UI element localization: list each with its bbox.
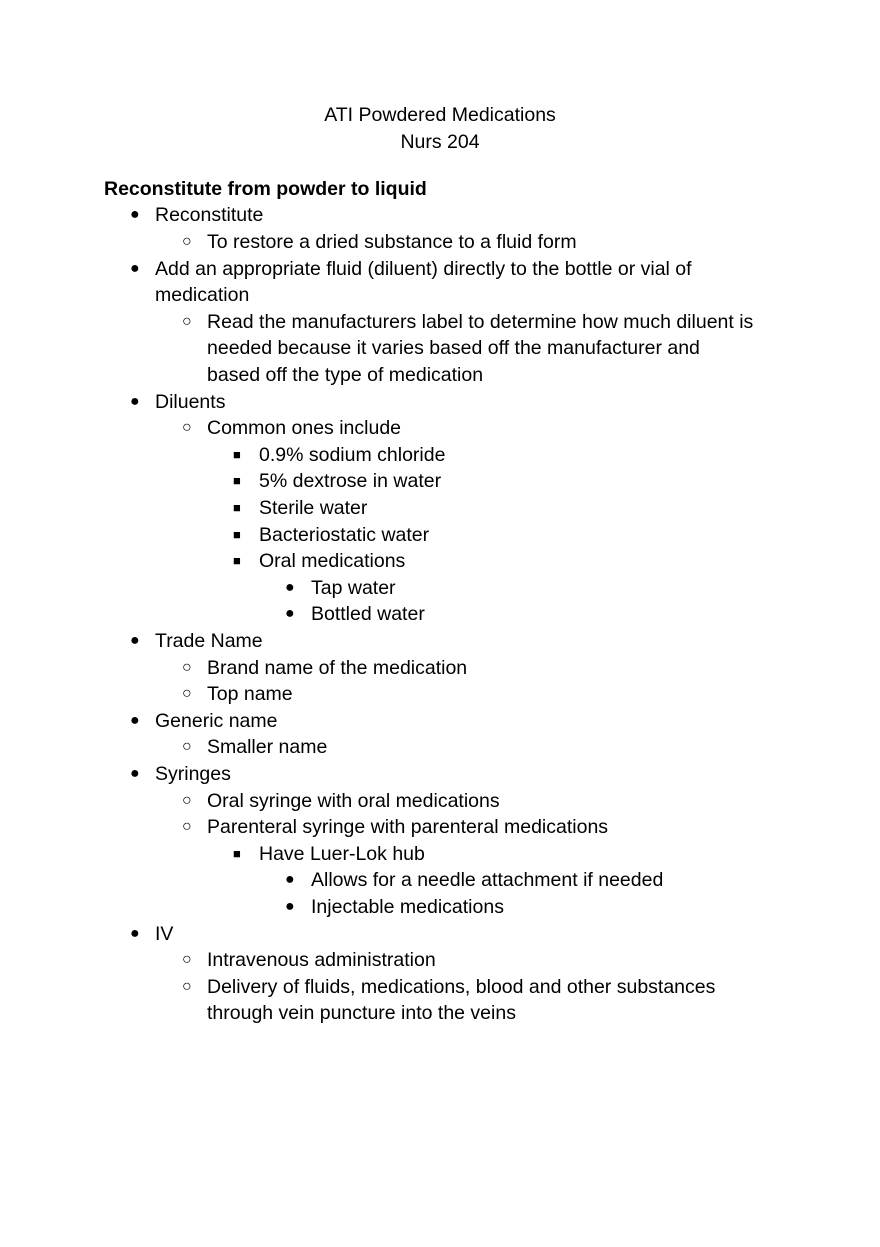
list-item-syringe-type: Parenteral syringe with parenteral medications (207, 816, 609, 838)
list-item-iv-detail-continued: through vein puncture into the veins (207, 1002, 516, 1024)
bullet-disc-icon: ● (285, 871, 295, 888)
bullet-circle-icon: ○ (182, 233, 192, 250)
list-item-add-fluid-continued: medication (155, 284, 250, 306)
course-code: Nurs 204 (400, 131, 480, 153)
bullet-disc-icon: ● (130, 712, 140, 729)
list-item-hub-detail: Allows for a needle attachment if needed (311, 869, 664, 891)
bullet-square-icon: ■ (233, 473, 241, 488)
list-item-diluent: Oral medications (259, 550, 406, 572)
bullet-circle-icon: ○ (182, 659, 192, 676)
bullet-disc-icon: ● (285, 579, 295, 596)
bullet-circle-icon: ○ (182, 419, 192, 436)
bullet-circle-icon: ○ (182, 951, 192, 968)
bullet-disc-icon: ● (130, 260, 140, 277)
section-heading: Reconstitute from powder to liquid (104, 178, 427, 200)
list-item-generic-name-detail: Smaller name (207, 736, 328, 758)
bullet-circle-icon: ○ (182, 313, 192, 330)
list-item-iv: IV (155, 923, 174, 945)
list-item-luer-lok-hub: Have Luer-Lok hub (259, 843, 425, 865)
list-item-diluent: 5% dextrose in water (259, 470, 442, 492)
list-item-iv-detail: Delivery of fluids, medications, blood and other substances (207, 976, 716, 998)
bullet-disc-icon: ● (130, 925, 140, 942)
bullet-disc-icon: ● (130, 206, 140, 223)
document-title: ATI Powdered Medications (324, 104, 556, 126)
list-item-label-note: Read the manufacturers label to determine how much diluent is (207, 311, 754, 333)
list-item-label-note-continued: based off the type of medication (207, 364, 484, 386)
list-item-iv-detail: Intravenous administration (207, 949, 436, 971)
list-item-trade-name: Trade Name (155, 630, 263, 652)
bullet-circle-icon: ○ (182, 792, 192, 809)
bullet-square-icon: ■ (233, 527, 241, 542)
bullet-disc-icon: ● (130, 765, 140, 782)
bullet-disc-icon: ● (130, 393, 140, 410)
list-item-generic-name: Generic name (155, 710, 278, 732)
bullet-square-icon: ■ (233, 447, 241, 462)
list-item-label-note-continued: needed because it varies based off the manufacturer and (207, 337, 700, 359)
bullet-square-icon: ■ (233, 553, 241, 568)
list-item-diluents: Diluents (155, 391, 226, 413)
list-item-reconstitute-definition: To restore a dried substance to a fluid form (207, 231, 577, 253)
list-item-diluent: Bacteriostatic water (259, 524, 430, 546)
list-item-oral-diluent: Tap water (311, 577, 396, 599)
list-item-common-diluents: Common ones include (207, 417, 402, 439)
bullet-circle-icon: ○ (182, 685, 192, 702)
list-item-trade-name-detail: Top name (207, 683, 293, 705)
list-item-add-fluid: Add an appropriate fluid (diluent) directly to the bottle or vial of (155, 258, 692, 280)
list-item-trade-name-detail: Brand name of the medication (207, 657, 468, 679)
bullet-circle-icon: ○ (182, 818, 192, 835)
bullet-disc-icon: ● (285, 605, 295, 622)
list-item-diluent: Sterile water (259, 497, 368, 519)
bullet-square-icon: ■ (233, 846, 241, 861)
list-item-reconstitute: Reconstitute (155, 204, 264, 226)
list-item-hub-detail: Injectable medications (311, 896, 504, 918)
bullet-circle-icon: ○ (182, 738, 192, 755)
bullet-circle-icon: ○ (182, 978, 192, 995)
list-item-diluent: 0.9% sodium chloride (259, 444, 446, 466)
list-item-syringe-type: Oral syringe with oral medications (207, 790, 500, 812)
list-item-oral-diluent: Bottled water (311, 603, 425, 625)
bullet-disc-icon: ● (285, 898, 295, 915)
bullet-disc-icon: ● (130, 632, 140, 649)
list-item-syringes: Syringes (155, 763, 231, 785)
bullet-square-icon: ■ (233, 500, 241, 515)
